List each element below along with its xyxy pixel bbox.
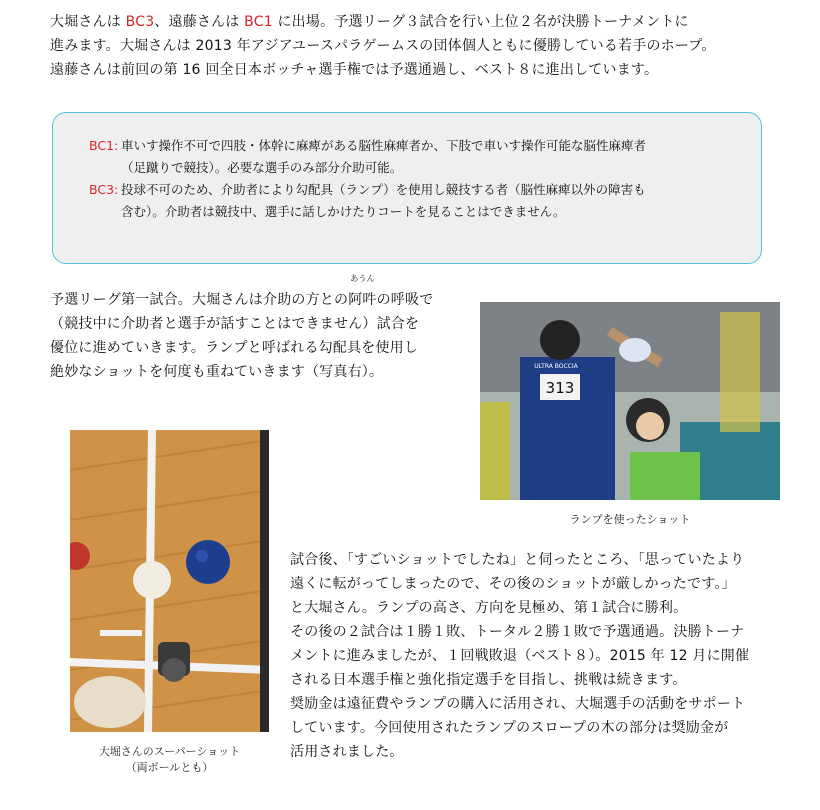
bc3-label: BC3 bbox=[125, 14, 155, 30]
bc1-term: BC1: bbox=[89, 138, 119, 153]
after-line-4: その後の２試合は１勝１敗、トータル２勝１敗で予選通過。決勝トーナ bbox=[290, 624, 745, 640]
match-paragraph bbox=[50, 274, 434, 384]
match-line-3: 優位に進めていきます。ランプと呼ばれる勾配具を使用し bbox=[50, 340, 419, 356]
bc1-definition bbox=[89, 135, 646, 179]
bc1-label: BC1 bbox=[244, 14, 273, 30]
match-text: の呼吸で bbox=[376, 292, 434, 308]
match-line-4: 絶妙なショットを何度も重ねていきます（写真右）。 bbox=[50, 364, 384, 380]
intro-line-1 bbox=[50, 10, 716, 34]
ramp-shot-caption: ランプを使ったショット bbox=[569, 513, 691, 526]
ruby-aun bbox=[348, 274, 377, 312]
match-line-2: （競技中に介助者と選手が話すことはできません）試合を bbox=[50, 316, 420, 332]
after-line-8: しています。今回使用されたランプのスロープの木の部分は奨励金が bbox=[290, 720, 729, 736]
match-line-1 bbox=[50, 274, 434, 312]
intro-text: 、遠藤さんは bbox=[154, 14, 245, 30]
bib-number: 313 bbox=[545, 379, 575, 397]
ruby-reading: あうん bbox=[350, 274, 375, 283]
shirt-print: ULTRA BOCCIA bbox=[534, 363, 578, 370]
bc3-term: BC3: bbox=[89, 182, 119, 197]
after-line-7: 奨励金は遠征費やランプの購入に活用され、大堀選手の活動をサポート bbox=[290, 696, 746, 712]
after-line-1: 試合後、「すごいショットでしたね」と伺ったところ、「思っていたより bbox=[290, 552, 745, 568]
ruby-base: 阿吽 bbox=[348, 292, 377, 308]
super-shot-caption-line-2: （両ボールとも） bbox=[125, 761, 214, 774]
intro-line-3: 遠藤さんは前回の第 16 回全日本ボッチャ選手権では予選通過し、ベスト８に進出しています。 bbox=[50, 62, 659, 78]
super-shot-illustration bbox=[70, 430, 269, 732]
intro-paragraph bbox=[50, 10, 716, 82]
after-line-9: 活用されました。 bbox=[290, 744, 404, 760]
intro-line-2: 進みます。大堀さんは 2013 年アジアユースパラゲームスの団体個人ともに優勝している若手のホープ。 bbox=[50, 38, 716, 54]
bc1-text-cont: （足蹴りで競技）。必要な選手のみ部分介助可能。 bbox=[121, 160, 403, 175]
super-shot-photo bbox=[70, 430, 269, 732]
super-shot-caption bbox=[70, 744, 269, 776]
bc3-text: 投球不可のため、介助者により勾配具（ランプ）を使用し競技する者（脳性麻痺以外の障害も bbox=[121, 182, 646, 197]
bc3-text-cont: 含む）。介助者は競技中、選手に話しかけたりコートを見ることはできません。 bbox=[121, 204, 566, 219]
match-text: 予選リーグ第一試合。大堀さんは介助の方との bbox=[50, 292, 349, 308]
after-line-2: 遠くに転がってしまったので、その後のショットが厳しかったです。」 bbox=[290, 576, 736, 592]
ramp-shot-photo bbox=[480, 302, 780, 500]
bc1-text: 車いす操作不可で四肢・体幹に麻痺がある脳性麻痺者か、下肢で車いす操作可能な脳性麻痺者 bbox=[121, 138, 647, 153]
ramp-shot-illustration bbox=[480, 302, 780, 500]
super-shot-caption-line-1: 大堀さんのスーパーショット bbox=[98, 745, 241, 758]
after-line-5: メントに進みましたが、１回戦敗退（ベスト８）。2015 年 12 月に開催 bbox=[290, 648, 750, 664]
after-match-paragraph bbox=[290, 548, 749, 764]
after-line-6: される日本選手権と強化指定選手を目指し、挑戦は続きます。 bbox=[290, 672, 687, 688]
bc3-definition bbox=[89, 179, 646, 223]
classification-definition-box bbox=[52, 112, 762, 264]
intro-text: 大堀さんは bbox=[50, 14, 126, 30]
after-line-3: と大堀さん。ランプの高さ、方向を見極め、第１試合に勝利。 bbox=[290, 600, 688, 616]
intro-text: に出場。予選リーグ３試合を行い上位２名が決勝トーナメントに bbox=[272, 14, 689, 30]
